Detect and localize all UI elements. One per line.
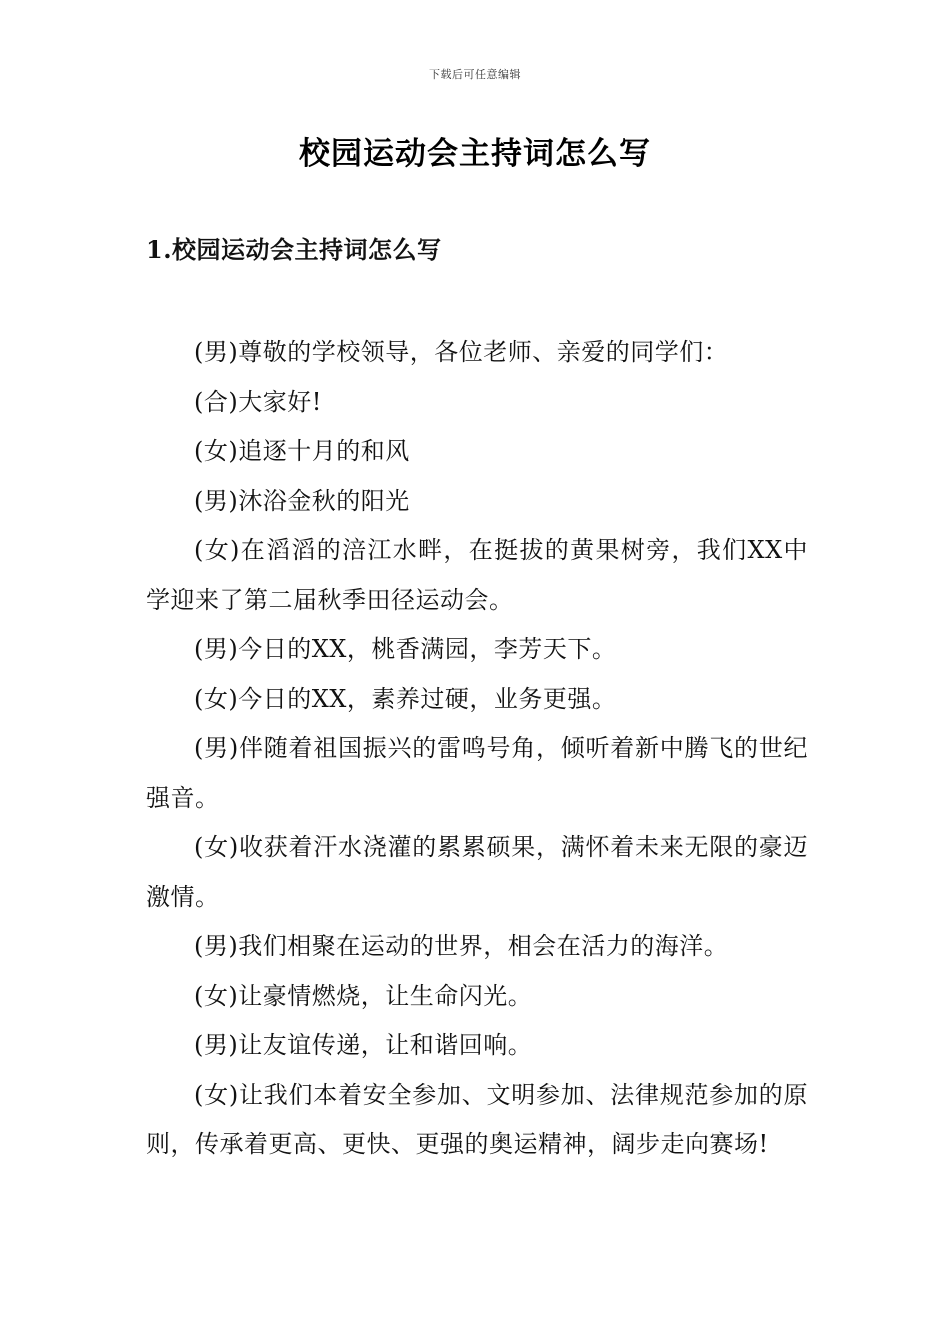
paragraph: (男)尊敬的学校领导，各位老师、亲爱的同学们： — [194, 338, 729, 366]
paragraph: (男)今日的XX，桃香满园，李芳天下。 — [194, 635, 617, 663]
section-heading: 1.校园运动会主持词怎么写 — [146, 235, 442, 264]
document-title: 校园运动会主持词怎么写 — [299, 136, 651, 172]
header-note: 下载后可任意编辑 — [429, 68, 521, 81]
paragraph: (男)让友谊传递，让和谐回响。 — [194, 1031, 533, 1059]
paragraph: (女)收获着汗水浇灌的累累硕果，满怀着未来无限的豪迈激情。 — [146, 833, 808, 911]
paragraph: (女)让豪情燃烧，让生命闪光。 — [194, 981, 533, 1010]
paragraph: (女)在滔滔的涪江水畔，在挺拔的黄果树旁，我们XX中学迎来了第二届秋季田径运动会。 — [146, 536, 808, 614]
paragraph: (女)让我们本着安全参加、文明参加、法律规范参加的原则，传承着更高、更快、更强的奥运精神，阔步走向赛场! — [146, 1080, 808, 1158]
paragraph: (男)伴随着祖国振兴的雷鸣号角，倾听着新中腾飞的世纪强音。 — [146, 734, 808, 812]
paragraph: (男)沐浴金秋的阳光 — [194, 486, 410, 515]
paragraph: (合)大家好! — [194, 387, 322, 416]
body-text — [146, 328, 808, 1170]
paragraph: (女)追逐十月的和风 — [194, 437, 410, 465]
paragraph: (男)我们相聚在运动的世界，相会在活力的海洋。 — [194, 932, 729, 960]
paragraph: (女)今日的XX，素养过硬，业务更强。 — [194, 684, 617, 713]
